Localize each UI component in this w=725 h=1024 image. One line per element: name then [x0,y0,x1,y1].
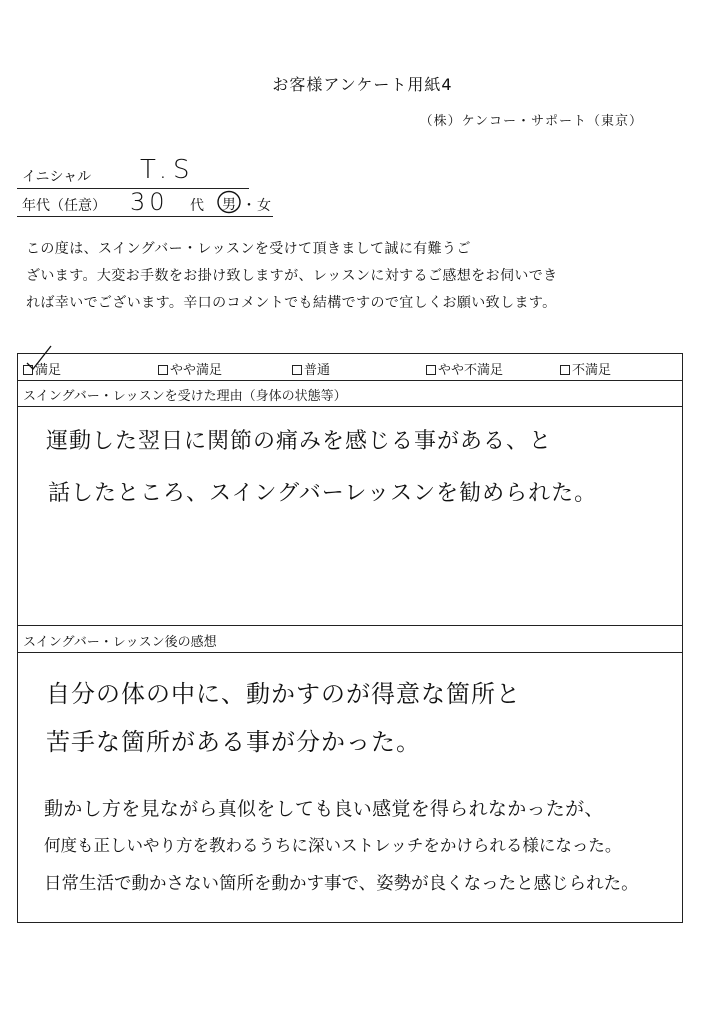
age-label: 年代（任意） [22,198,106,214]
intro-line: れば幸いでございます。辛口のコメントでも結構ですので宜しくお願い致します。 [26,295,557,311]
impression-answer-line: 何度も正しいやり方を教わるうちに深いストレッチをかけられる様になった。 [44,836,622,855]
divider [18,625,682,626]
initial-label: イニシャル [22,169,92,185]
gender-female-option[interactable]: 女 [257,198,271,214]
option-label: 普通 [304,363,331,378]
check-mark-icon [24,344,54,372]
impression-answer-line: 苦手な箇所がある事が分かった。 [46,728,421,756]
reason-answer-line: 話したところ、スイングバーレッスンを勧められた。 [48,481,598,506]
option-neutral[interactable] [292,359,330,378]
option-somewhat-dissatisfied[interactable] [426,359,503,378]
impression-answer-line: 自分の体の中に、動かすのが得意な箇所と [46,680,521,708]
gender-separator: ・ [242,198,256,214]
checkbox-somewhat-dissatisfied[interactable] [426,365,436,375]
option-label: 満足 [35,363,62,378]
intro-line: ざいます。大変お手数をお掛け致しますが、レッスンに対するご感想をお伺いでき [26,268,558,284]
checkbox-neutral[interactable] [292,365,302,375]
reason-answer-line: 運動した翌日に関節の痛みを感じる事がある、と [46,429,553,454]
divider [18,380,682,381]
option-label: やや満足 [170,363,223,378]
form-title: お客様アンケート用紙4 [272,75,453,94]
divider [18,652,682,653]
checkbox-dissatisfied[interactable] [560,365,570,375]
gender-group [216,190,242,214]
survey-form [17,353,683,923]
impression-label: スイングバー・レッスン後の感想 [23,635,217,650]
reason-label: スイングバー・レッスンを受けた理由（身体の状態等） [23,389,347,404]
checkbox-somewhat-satisfied[interactable] [158,365,168,375]
impression-answer-line: 動かし方を見ながら真似をしても良い感覚を得られなかったが、 [44,798,604,820]
age-unit: 代 [190,198,204,214]
gender-male-option[interactable]: 男 [222,197,236,213]
intro-paragraph [26,236,666,317]
impression-answer-line: 日常生活で動かさない箇所を動かす事で、姿勢が良くなったと感じられた。 [44,874,639,894]
company-name: （株）ケンコー・サポート（東京） [419,114,643,129]
age-underline [17,216,273,217]
option-dissatisfied[interactable] [560,359,611,378]
divider [18,406,682,407]
option-label: 不満足 [572,363,612,378]
option-label: やや不満足 [438,363,504,378]
initial-value: T.S [140,155,196,185]
age-value: 30 [130,188,169,216]
option-somewhat-satisfied[interactable] [158,359,222,378]
intro-line: この度は、スイングバー・レッスンを受けて頂きまして誠に有難うご [26,241,471,257]
